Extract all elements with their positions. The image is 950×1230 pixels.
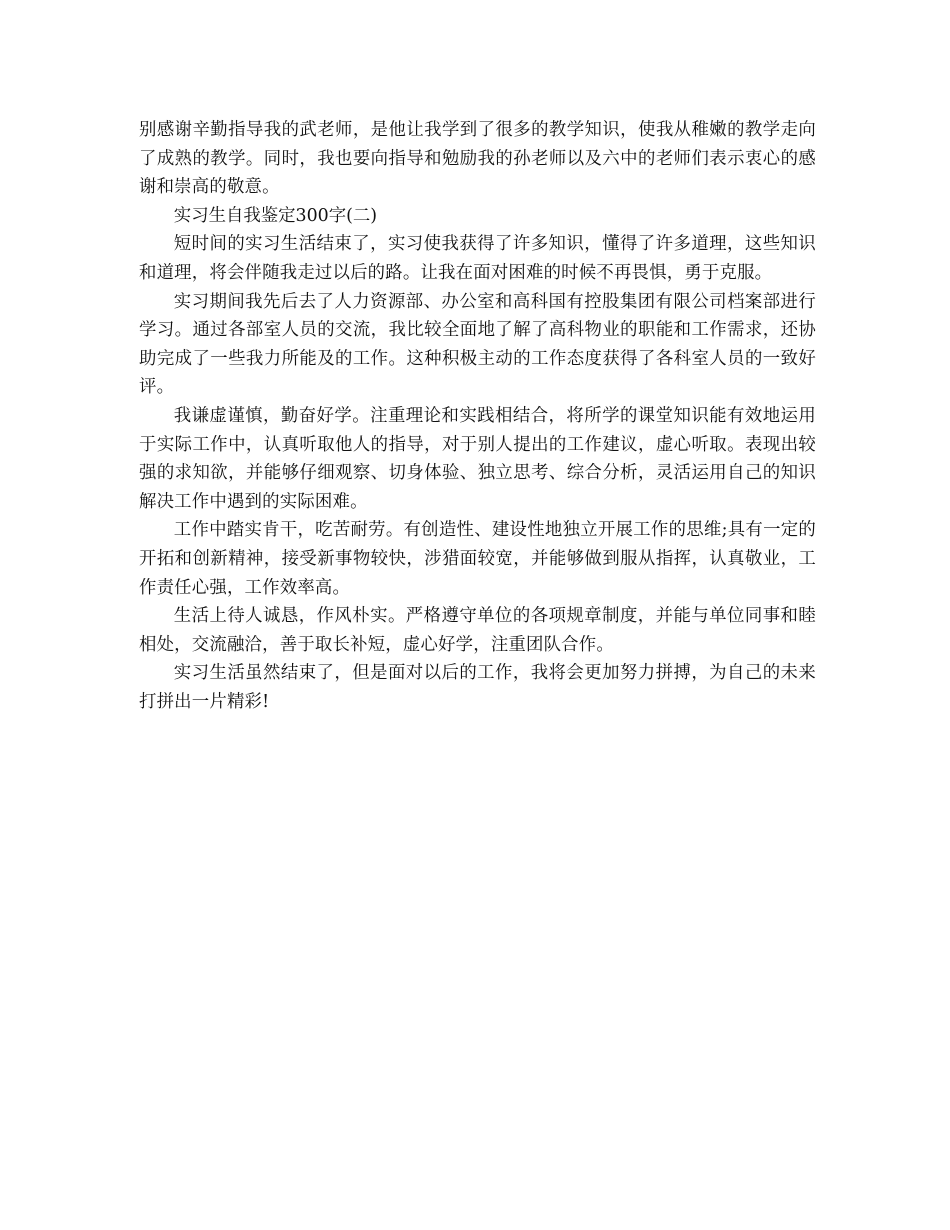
paragraph-intro: 短时间的实习生活结束了，实习使我获得了许多知识，懂得了许多道理，这些知识和道理，将会伴随我走过以后的路。让我在面对困难的时候不再畏惧，勇于克服。 <box>139 234 816 283</box>
paragraph-continuation: 别感谢辛勤指导我的武老师，是他让我学到了很多的教学知识，使我从稚嫩的教学走向了成熟的教学。同时，我也要向指导和勉励我的孙老师以及六中的老师们表示衷心的感谢和崇高的敬意。 <box>139 120 816 198</box>
paragraph-life-attitude: 生活上待人诚恳，作风朴实。严格遵守单位的各项规章制度，并能与单位同事和睦相处，交流融洽，善于取长补短，虚心好学，注重团队合作。 <box>139 606 816 655</box>
paragraph-learning-attitude: 我谦虚谨慎，勤奋好学。注重理论和实践相结合，将所学的课堂知识能有效地运用于实际工作中，认真听取他人的指导，对于别人提出的工作建议，虚心听取。表现出较强的求知欲，并能够仔细观察、切身体验、独立思考、综合分析，灵活运用自己的知识解决工作中遇到的实际困难。 <box>139 405 816 512</box>
document-body <box>139 116 816 716</box>
paragraph-departments: 实习期间我先后去了人力资源部、办公室和高科国有控股集团有限公司档案部进行学习。通过各部室人员的交流，我比较全面地了解了高科物业的职能和工作需求，还协助完成了一些我力所能及的工作。这种积极主动的工作态度获得了各科室人员的一致好评。 <box>139 291 816 398</box>
paragraph-work-attitude: 工作中踏实肯干，吃苦耐劳。有创造性、建设性地独立开展工作的思维;具有一定的开拓和创新精神，接受新事物较快，涉猎面较宽，并能够做到服从指挥，认真敬业，工作责任心强，工作效率高。 <box>139 520 816 598</box>
section-heading: 实习生自我鉴定300字(二) <box>173 205 378 226</box>
paragraph-conclusion: 实习生活虽然结束了，但是面对以后的工作，我将会更加努力拼搏，为自己的未来打拼出一片精彩! <box>139 663 816 712</box>
